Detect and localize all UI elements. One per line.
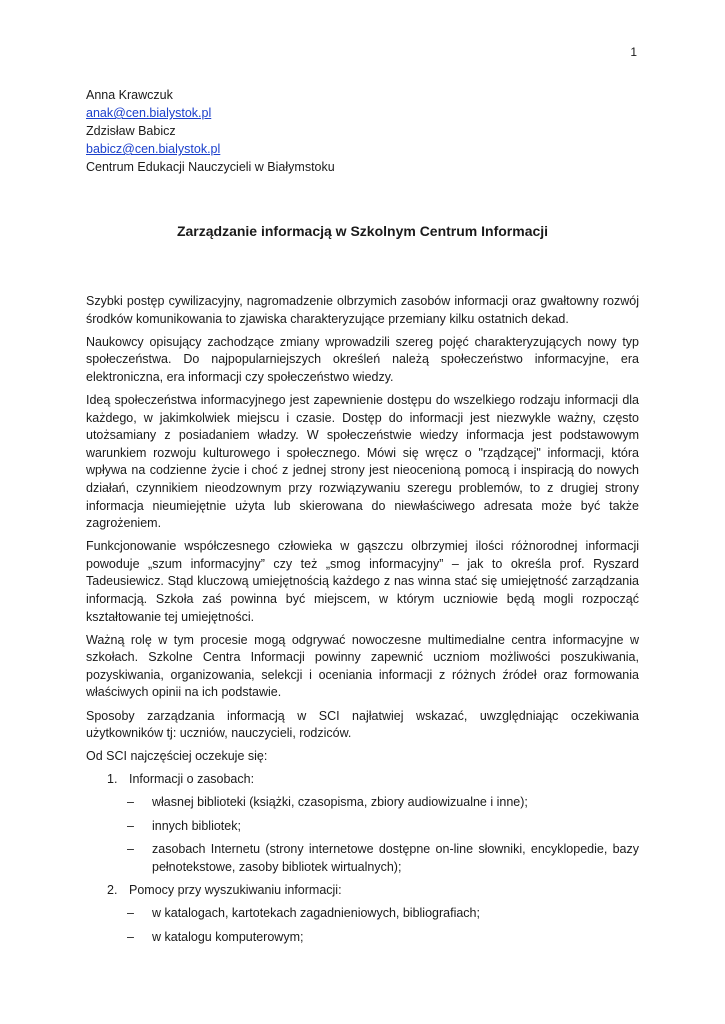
dash-bullet-icon: – [127,905,134,920]
bullet-list [86,794,639,876]
document-title: Zarządzanie informacją w Szkolnym Centrum Informacji [176,223,549,239]
list-item-label: Pomocy przy wyszukiwaniu informacji: [129,883,342,898]
paragraph: Ważną rolę w tym procesie mogą odgrywać nowoczesne multimedialne centra informacyjne w szkołach. Szkolne Centra Informacji powinny zapewnić uczniom możliwości poszukiwania, pozyskiwania, organizowania, selekcji i oceniania informacji z różnych źródeł oraz formowania właściwych opinii na ich podstawie. [86,632,639,700]
bullet-text: w katalogu komputerowym; [152,929,304,944]
paragraph: Szybki postęp cywilizacyjny, nagromadzenie olbrzymich zasobów informacji oraz gwałtowny rozwój środków komunikowania to zjawiska charakteryzujące przemiany kilku ostatnich dekad. [86,294,639,326]
document-body [86,293,639,952]
author-institution: Centrum Edukacji Nauczycieli w Białymstoku [86,160,335,174]
bullet-list-item [86,818,639,836]
numbered-list-item [86,882,639,946]
bullet-list-item [86,929,639,947]
author-email-link-1[interactable]: anak@cen.bialystok.pl [86,106,212,120]
numbered-list-item [86,771,639,876]
author-name-2: Zdzisław Babicz [86,124,176,138]
paragraph: Funkcjonowanie współczesnego człowieka w gąszczu olbrzymiej ilości różnorodnej informacji powoduje „szum informacyjny” czy też „smog informacyjny” – jak to określa prof. Ryszard Tadeusiewicz. Stąd kluczową umiejętnością każdego z nas winna stać się umiejętność zarządzania informacją. Szkoła zaś powinna być miejscem, w którym uczniowie będą mogli rozpocząć kształtowanie tej umiejętności. [86,539,639,624]
paragraph: Naukowcy opisujący zachodzące zmiany wprowadzili szereg pojęć charakteryzujących nowy typ społeczeństwa. Do najpopularniejszych określeń należą społeczeństwo informacyjne, era elektroniczna, era informacji czy społeczeństwo wiedzy. [86,334,639,384]
bullet-text: innych bibliotek; [152,818,241,833]
paragraph: Sposoby zarządzania informacją w SCI najłatwiej wskazać, uwzględniając oczekiwania użytkowników tj: uczniów, nauczycieli, rodziców. [86,708,639,741]
dash-bullet-icon: – [127,842,134,857]
author-block [86,86,335,176]
bullet-list-item [86,841,639,876]
bullet-text: zasobach Internetu (strony internetowe dostępne on-line słowniki, encyklopedie, bazy pełnotekstowe, zasoby bibliotek wirtualnych); [152,842,639,874]
bullet-text: własnej biblioteki (książki, czasopisma, zbiory audiowizualne i inne); [152,794,528,809]
numbered-list [86,771,639,946]
list-item-label: Informacji o zasobach: [129,772,255,787]
bullet-list-item [86,794,639,812]
dash-bullet-icon: – [127,794,134,809]
dash-bullet-icon: – [127,929,134,944]
page-number: 1 [630,45,637,59]
paragraph: Ideą społeczeństwa informacyjnego jest zapewnienie dostępu do wszelkiego rodzaju informacji dla każdego, w jakimkolwiek miejscu i czasie. Dostęp do informacji jest niezwykle ważny, często utożsamiany z posiadaniem władzy. W społeczeństwie wiedzy informacja jest podstawowym warunkiem rozwoju kulturowego i społecznego. Mówi się wręcz o "rządzącej" informacji, która wpływa na codzienne życie i choć z jednej strony jest nieocenioną pomocą i inspiracją do nowych działań, czynnikiem nieodzownym przy rozwiązywaniu szeregu problemów, to z drugiej strony informacja nieumiejętnie użyta lub skierowana do niewłaściwego adresata może być także zagrożeniem. [86,392,639,531]
list-number: 2. [107,883,118,898]
paragraph: Od SCI najczęściej oczekuje się: [86,749,268,764]
list-number: 1. [107,772,118,787]
author-name-1: Anna Krawczuk [86,88,173,102]
bullet-list [86,905,639,946]
author-email-link-2[interactable]: babicz@cen.bialystok.pl [86,142,221,156]
dash-bullet-icon: – [127,818,134,833]
bullet-text: w katalogach, kartotekach zagadnieniowych, bibliografiach; [152,905,480,920]
bullet-list-item [86,905,639,923]
